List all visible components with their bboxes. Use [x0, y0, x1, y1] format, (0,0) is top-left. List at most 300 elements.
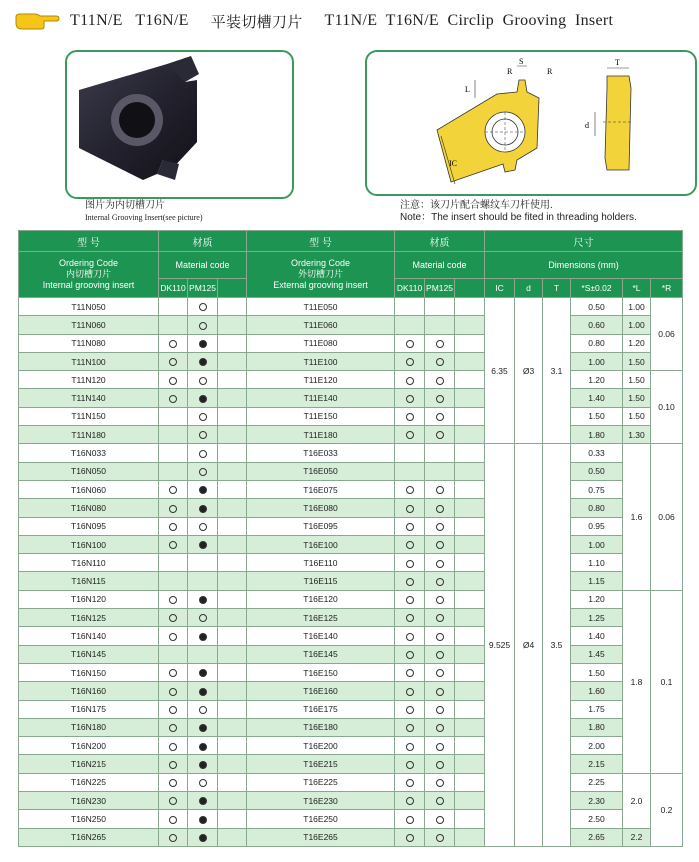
internal-pm125	[188, 499, 218, 517]
pointing-hand-icon	[14, 11, 60, 31]
internal-pm125	[188, 590, 218, 608]
filled-circle-icon	[199, 541, 207, 549]
dim-s: 0.50	[571, 298, 623, 316]
filled-circle-icon	[199, 688, 207, 696]
external-dk110	[395, 645, 425, 663]
external-dk110	[395, 334, 425, 352]
open-circle-icon	[436, 523, 444, 531]
open-circle-icon	[406, 523, 414, 531]
internal-dk110	[159, 316, 188, 334]
open-circle-icon	[169, 761, 177, 769]
internal-extra	[218, 371, 247, 389]
dim-l: 1.50	[623, 389, 651, 407]
insert-diagram	[365, 50, 697, 196]
open-circle-icon	[406, 505, 414, 513]
external-pm125	[425, 499, 455, 517]
internal-dk110	[159, 682, 188, 700]
filled-circle-icon	[199, 834, 207, 842]
external-dk110	[395, 444, 425, 462]
internal-pm125	[188, 298, 218, 316]
dim-s: 1.20	[571, 590, 623, 608]
filled-circle-icon	[199, 358, 207, 366]
internal-code: T16N100	[19, 535, 159, 553]
external-dk110	[395, 298, 425, 316]
open-circle-icon	[169, 505, 177, 513]
external-extra	[455, 572, 485, 590]
open-circle-icon	[406, 834, 414, 842]
internal-pm125	[188, 810, 218, 828]
dim-s: 1.75	[571, 700, 623, 718]
external-code: T16E225	[247, 773, 395, 791]
internal-pm125	[188, 316, 218, 334]
internal-pm125	[188, 444, 218, 462]
external-pm125	[425, 810, 455, 828]
open-circle-icon	[436, 834, 444, 842]
internal-dk110	[159, 700, 188, 718]
external-code: T16E080	[247, 499, 395, 517]
dim-s: 2.25	[571, 773, 623, 791]
header-dk110-ext: DK110	[395, 279, 425, 298]
diagram-label-ic: IC	[449, 159, 457, 168]
external-code: T16E180	[247, 718, 395, 736]
title-codes: T11N/E T16N/E	[70, 12, 189, 29]
external-pm125	[425, 609, 455, 627]
dim-l-merged: 1.6	[623, 444, 651, 590]
internal-extra	[218, 554, 247, 572]
open-circle-icon	[436, 578, 444, 586]
header-material-code-internal: Material code	[159, 252, 247, 279]
open-circle-icon	[199, 377, 207, 385]
internal-dk110	[159, 663, 188, 681]
dim-s: 1.45	[571, 645, 623, 663]
header-material-external: 材质	[395, 231, 485, 252]
insert-spec-table	[18, 230, 683, 847]
external-pm125	[425, 334, 455, 352]
external-dk110	[395, 517, 425, 535]
external-extra	[455, 334, 485, 352]
filled-circle-icon	[199, 596, 207, 604]
external-pm125	[425, 298, 455, 316]
open-circle-icon	[169, 743, 177, 751]
internal-code: T11N150	[19, 407, 159, 425]
internal-code: T16N050	[19, 462, 159, 480]
external-code: T16E175	[247, 700, 395, 718]
header-pm125-ext: PM125	[425, 279, 455, 298]
internal-extra	[218, 792, 247, 810]
external-extra	[455, 352, 485, 370]
internal-extra	[218, 334, 247, 352]
open-circle-icon	[406, 560, 414, 568]
external-code: T16E215	[247, 755, 395, 773]
dim-r-merged: 0.1	[651, 590, 683, 773]
header-dk110: DK110	[159, 279, 188, 298]
external-extra	[455, 316, 485, 334]
internal-extra	[218, 407, 247, 425]
external-pm125	[425, 480, 455, 498]
open-circle-icon	[169, 816, 177, 824]
table-row	[19, 407, 683, 425]
external-code: T16E095	[247, 517, 395, 535]
external-extra	[455, 792, 485, 810]
external-code: T16E120	[247, 590, 395, 608]
open-circle-icon	[169, 377, 177, 385]
internal-pm125	[188, 426, 218, 444]
external-pm125	[425, 407, 455, 425]
internal-extra	[218, 737, 247, 755]
external-dk110	[395, 480, 425, 498]
external-extra	[455, 371, 485, 389]
open-circle-icon	[199, 431, 207, 439]
external-code: T16E125	[247, 609, 395, 627]
table-row	[19, 773, 683, 791]
dim-s: 1.15	[571, 572, 623, 590]
dim-l-merged: 2.0	[623, 773, 651, 828]
photo-caption	[85, 200, 203, 224]
internal-pm125	[188, 792, 218, 810]
internal-dk110	[159, 480, 188, 498]
internal-code: T16N215	[19, 755, 159, 773]
table-row	[19, 444, 683, 462]
open-circle-icon	[199, 322, 207, 330]
internal-code: T16N080	[19, 499, 159, 517]
header-external-ordering	[247, 252, 395, 298]
internal-code: T16N120	[19, 590, 159, 608]
external-dk110	[395, 627, 425, 645]
internal-extra	[218, 572, 247, 590]
dim-ic-merged: 6.35	[485, 298, 515, 444]
internal-dk110	[159, 426, 188, 444]
open-circle-icon	[169, 633, 177, 641]
open-circle-icon	[169, 688, 177, 696]
internal-pm125	[188, 718, 218, 736]
insert-photo	[65, 50, 294, 199]
dim-l: 1.20	[623, 334, 651, 352]
external-dk110	[395, 407, 425, 425]
dim-s: 2.65	[571, 828, 623, 846]
internal-extra	[218, 426, 247, 444]
external-pm125	[425, 535, 455, 553]
internal-dk110	[159, 444, 188, 462]
dim-r-merged: 0.06	[651, 444, 683, 590]
internal-dk110	[159, 334, 188, 352]
external-extra	[455, 298, 485, 316]
internal-extra	[218, 298, 247, 316]
external-extra	[455, 810, 485, 828]
open-circle-icon	[406, 651, 414, 659]
open-circle-icon	[406, 377, 414, 385]
external-code: T11E120	[247, 371, 395, 389]
internal-code: T11N180	[19, 426, 159, 444]
external-dk110	[395, 773, 425, 791]
internal-dk110	[159, 499, 188, 517]
internal-code: T16N265	[19, 828, 159, 846]
internal-pm125	[188, 334, 218, 352]
internal-pm125	[188, 645, 218, 663]
internal-code: T16N060	[19, 480, 159, 498]
open-circle-icon	[169, 395, 177, 403]
external-pm125	[425, 828, 455, 846]
internal-pm125	[188, 407, 218, 425]
internal-pm125	[188, 572, 218, 590]
internal-pm125	[188, 554, 218, 572]
dim-d-merged: Ø4	[515, 444, 543, 847]
dim-r-merged: 0.10	[651, 371, 683, 444]
external-code: T16E250	[247, 810, 395, 828]
internal-dk110	[159, 773, 188, 791]
external-extra	[455, 645, 485, 663]
external-extra	[455, 737, 485, 755]
open-circle-icon	[169, 541, 177, 549]
internal-code: T16N145	[19, 645, 159, 663]
internal-dk110	[159, 462, 188, 480]
open-circle-icon	[436, 651, 444, 659]
external-code: T16E075	[247, 480, 395, 498]
table-row	[19, 334, 683, 352]
external-extra	[455, 517, 485, 535]
external-pm125	[425, 316, 455, 334]
internal-extra	[218, 499, 247, 517]
table-row	[19, 371, 683, 389]
external-extra	[455, 554, 485, 572]
table-row	[19, 499, 683, 517]
dim-l: 1.50	[623, 407, 651, 425]
external-dk110	[395, 535, 425, 553]
header-model-internal: 型 号	[19, 231, 159, 252]
open-circle-icon	[169, 340, 177, 348]
filled-circle-icon	[199, 486, 207, 494]
table-row	[19, 590, 683, 608]
header-ordering-code: Ordering Code	[58, 258, 119, 268]
external-code: T11E060	[247, 316, 395, 334]
dim-s: 1.20	[571, 371, 623, 389]
open-circle-icon	[436, 395, 444, 403]
dim-s: 1.10	[571, 554, 623, 572]
internal-code: T16N115	[19, 572, 159, 590]
internal-extra	[218, 645, 247, 663]
table-row	[19, 755, 683, 773]
open-circle-icon	[199, 303, 207, 311]
external-code: T16E110	[247, 554, 395, 572]
header-dimensions: Dimensions (mm)	[485, 252, 683, 279]
open-circle-icon	[199, 413, 207, 421]
dim-l: 1.50	[623, 371, 651, 389]
note-caption-en: Note：The insert should be fited in threading holders.	[400, 212, 637, 223]
dim-s: 1.00	[571, 535, 623, 553]
external-extra	[455, 499, 485, 517]
external-pm125	[425, 645, 455, 663]
external-code: T11E100	[247, 352, 395, 370]
internal-pm125	[188, 480, 218, 498]
dim-l: 1.50	[623, 352, 651, 370]
internal-dk110	[159, 718, 188, 736]
internal-extra	[218, 828, 247, 846]
internal-code: T16N160	[19, 682, 159, 700]
dim-s: 1.40	[571, 627, 623, 645]
external-code: T16E230	[247, 792, 395, 810]
external-extra	[455, 462, 485, 480]
dim-s: 1.50	[571, 663, 623, 681]
internal-extra	[218, 718, 247, 736]
dim-t-merged: 3.1	[543, 298, 571, 444]
internal-code: T11N080	[19, 334, 159, 352]
external-code: T11E150	[247, 407, 395, 425]
photo-caption-cn: 图片为内切槽刀片	[85, 200, 165, 211]
internal-extra	[218, 773, 247, 791]
internal-dk110	[159, 755, 188, 773]
open-circle-icon	[436, 633, 444, 641]
external-dk110	[395, 554, 425, 572]
open-circle-icon	[169, 706, 177, 714]
external-pm125	[425, 426, 455, 444]
external-code: T16E140	[247, 627, 395, 645]
dim-s: 0.60	[571, 316, 623, 334]
internal-dk110	[159, 645, 188, 663]
open-circle-icon	[436, 596, 444, 604]
filled-circle-icon	[199, 743, 207, 751]
external-dk110	[395, 316, 425, 334]
internal-dk110	[159, 535, 188, 553]
filled-circle-icon	[199, 797, 207, 805]
open-circle-icon	[436, 761, 444, 769]
table-row	[19, 828, 683, 846]
table-row	[19, 663, 683, 681]
title-english: T11N/E T16N/E Circlip Grooving Insert	[324, 12, 614, 29]
header-pm125: PM125	[188, 279, 218, 298]
internal-pm125	[188, 755, 218, 773]
internal-extra	[218, 389, 247, 407]
note-caption-cn: 注意：该刀片配合螺纹车刀杆使用.	[400, 200, 553, 211]
internal-dk110	[159, 371, 188, 389]
external-dk110	[395, 828, 425, 846]
internal-extra	[218, 444, 247, 462]
dim-s: 0.50	[571, 462, 623, 480]
external-dk110	[395, 352, 425, 370]
external-code: T16E050	[247, 462, 395, 480]
external-code: T16E033	[247, 444, 395, 462]
dim-ic-merged: 9.525	[485, 444, 515, 847]
external-dk110	[395, 499, 425, 517]
dim-s: 1.50	[571, 407, 623, 425]
photo-caption-en: Internal Grooving Insert(see picture)	[85, 213, 203, 222]
internal-dk110	[159, 627, 188, 645]
external-extra	[455, 828, 485, 846]
filled-circle-icon	[199, 505, 207, 513]
table-row	[19, 737, 683, 755]
header-blank	[218, 279, 247, 298]
internal-code: T16N175	[19, 700, 159, 718]
internal-extra	[218, 682, 247, 700]
table-row	[19, 718, 683, 736]
table-row	[19, 316, 683, 334]
internal-extra	[218, 590, 247, 608]
header-external-cn: 外切槽刀片	[297, 269, 343, 279]
external-dk110	[395, 389, 425, 407]
table-row	[19, 554, 683, 572]
external-pm125	[425, 737, 455, 755]
open-circle-icon	[406, 797, 414, 805]
table-row	[19, 627, 683, 645]
internal-code: T16N250	[19, 810, 159, 828]
dim-s: 2.30	[571, 792, 623, 810]
open-circle-icon	[406, 669, 414, 677]
dim-t-merged: 3.5	[543, 444, 571, 847]
open-circle-icon	[436, 669, 444, 677]
open-circle-icon	[199, 614, 207, 622]
diagram-label-l: L	[465, 85, 470, 94]
open-circle-icon	[169, 724, 177, 732]
open-circle-icon	[199, 450, 207, 458]
filled-circle-icon	[199, 340, 207, 348]
external-code: T16E100	[247, 535, 395, 553]
external-pm125	[425, 554, 455, 572]
open-circle-icon	[169, 779, 177, 787]
external-extra	[455, 407, 485, 425]
open-circle-icon	[169, 614, 177, 622]
open-circle-icon	[436, 614, 444, 622]
internal-code: T11N050	[19, 298, 159, 316]
header-internal-en: Internal grooving insert	[42, 280, 135, 290]
internal-extra	[218, 663, 247, 681]
internal-pm125	[188, 352, 218, 370]
header-ordering-code-ext: Ordering Code	[290, 258, 351, 268]
internal-code: T16N095	[19, 517, 159, 535]
table-row	[19, 810, 683, 828]
internal-pm125	[188, 682, 218, 700]
grooving-insert-photo-icon	[67, 52, 292, 197]
external-dk110	[395, 371, 425, 389]
internal-code: T16N110	[19, 554, 159, 572]
internal-code: T11N060	[19, 316, 159, 334]
external-pm125	[425, 773, 455, 791]
table-row	[19, 480, 683, 498]
internal-pm125	[188, 737, 218, 755]
header-s: *S±0.02	[571, 279, 623, 298]
external-pm125	[425, 792, 455, 810]
external-extra	[455, 609, 485, 627]
open-circle-icon	[406, 340, 414, 348]
open-circle-icon	[169, 797, 177, 805]
external-pm125	[425, 389, 455, 407]
external-extra	[455, 480, 485, 498]
external-dk110	[395, 682, 425, 700]
internal-extra	[218, 352, 247, 370]
open-circle-icon	[406, 596, 414, 604]
external-pm125	[425, 682, 455, 700]
dim-l: 2.2	[623, 828, 651, 846]
header-d: d	[515, 279, 543, 298]
external-code: T11E080	[247, 334, 395, 352]
open-circle-icon	[406, 395, 414, 403]
open-circle-icon	[406, 431, 414, 439]
internal-extra	[218, 700, 247, 718]
dim-s: 2.15	[571, 755, 623, 773]
open-circle-icon	[406, 779, 414, 787]
diagram-label-d: d	[585, 121, 589, 130]
open-circle-icon	[406, 761, 414, 769]
header-ic: IC	[485, 279, 515, 298]
internal-dk110	[159, 609, 188, 627]
filled-circle-icon	[199, 761, 207, 769]
external-pm125	[425, 444, 455, 462]
internal-pm125	[188, 371, 218, 389]
internal-dk110	[159, 352, 188, 370]
header-internal-ordering	[19, 252, 159, 298]
external-dk110	[395, 590, 425, 608]
internal-code: T16N225	[19, 773, 159, 791]
internal-extra	[218, 609, 247, 627]
open-circle-icon	[406, 541, 414, 549]
internal-extra	[218, 316, 247, 334]
